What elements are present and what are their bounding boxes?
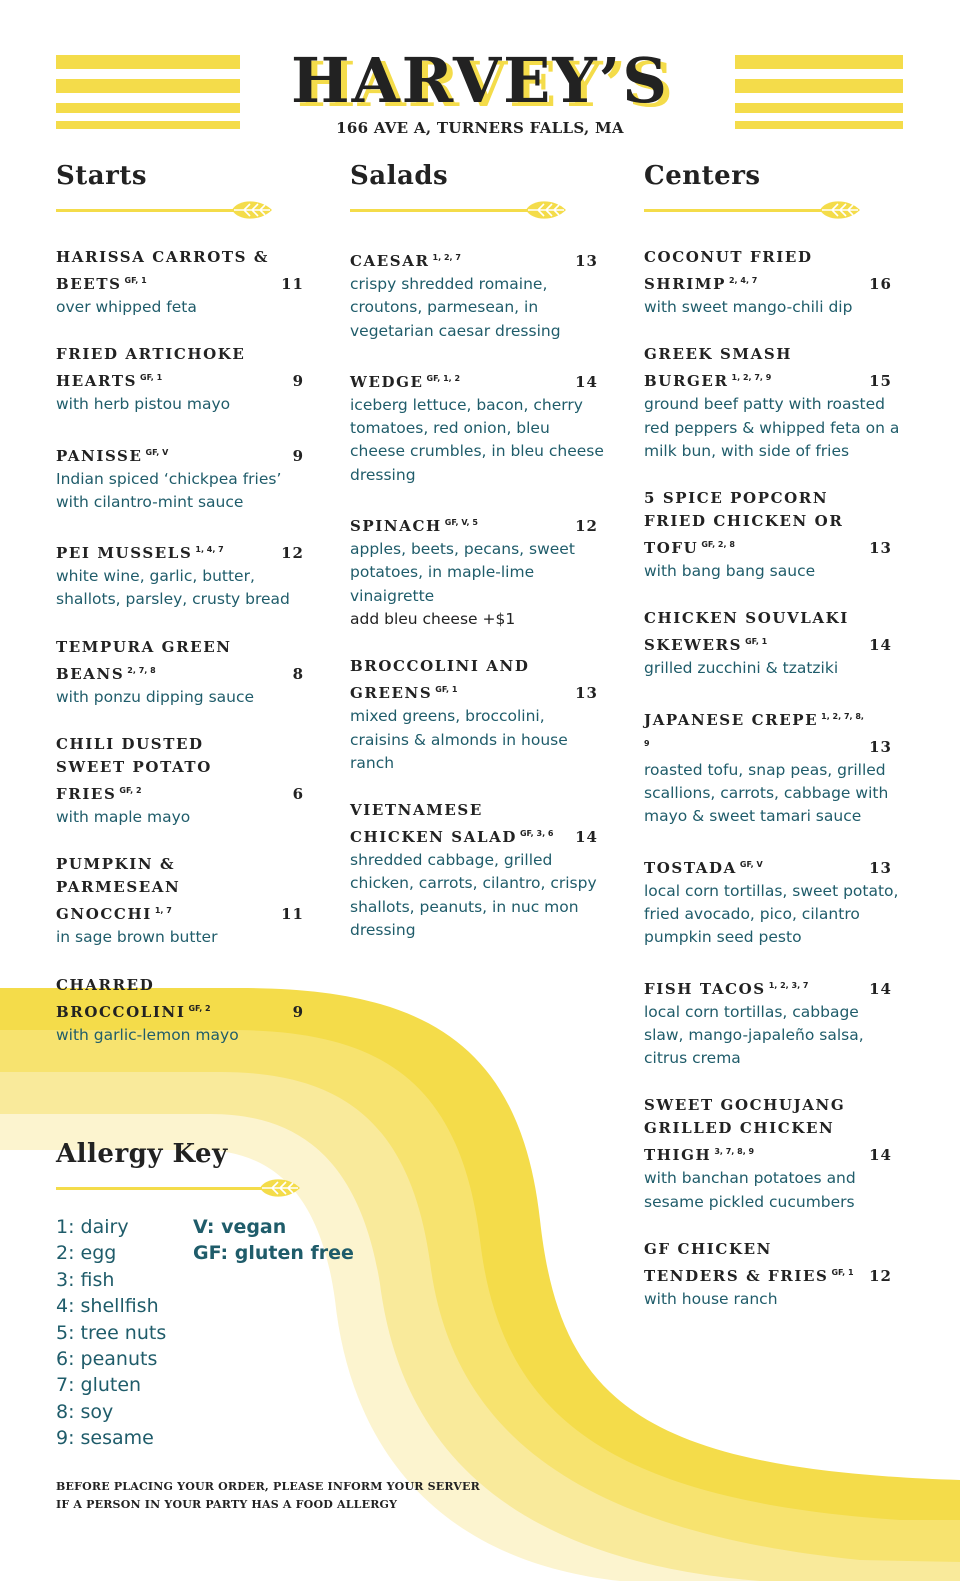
menu-item-name: SWEET GOCHUJANG GRILLED CHICKEN THIGH (644, 1096, 846, 1165)
menu-column-centers (644, 158, 902, 1335)
allergen-codes: 2, 7, 8 (127, 665, 156, 675)
menu-item-price: 8 (292, 664, 304, 683)
menu-item-name: FISH TACOS (644, 979, 766, 998)
menu-item-name: COCONUT FRIED SHRIMP (644, 248, 813, 293)
menu-item-price: 13 (869, 539, 892, 558)
menu-item-price: 14 (575, 372, 598, 391)
menu-item-addon: add bleu cheese +$1 (350, 609, 516, 628)
menu-item-name: CHARRED BROCCOLINI (56, 975, 186, 1021)
allergen-entry: 7: gluten (56, 1374, 142, 1397)
menu-item-name: FRIED ARTICHOKE HEARTS (56, 345, 246, 391)
allergen-codes: GF, 1 (435, 685, 458, 695)
section-title: Centers (644, 161, 761, 191)
menu-item-description: in sage brown butter (56, 928, 218, 947)
menu-column-starts (56, 158, 314, 1071)
menu-item-name: JAPANESE CREPE (644, 710, 819, 729)
menu-item (350, 367, 608, 487)
allergen-codes: GF, 1 (831, 1268, 854, 1278)
leaf-icon (818, 198, 862, 222)
allergy-notice (56, 1478, 536, 1514)
menu-item-name: TOSTADA (644, 858, 737, 877)
allergen-codes: 1, 2, 7, 8, 9 (644, 711, 864, 748)
menu-item (350, 655, 608, 775)
menu-item-name: BROCCOLINI AND GREENS (350, 657, 530, 703)
allergen-codes: 1, 4, 7 (195, 545, 224, 555)
allergen-codes: GF, 2 (119, 786, 142, 796)
section-divider (56, 1176, 300, 1200)
menu-item-description: ground beef patty with roasted red peppers & whipped feta on a milk bun, with side of fries (644, 395, 900, 460)
menu-item-list (350, 246, 608, 942)
menu-item-description: with garlic-lemon mayo (56, 1025, 239, 1044)
menu-item (56, 343, 314, 416)
menu-item-description: with herb pistou mayo (56, 395, 231, 414)
menu-item (644, 974, 902, 1071)
menu-item-description: grilled zucchini & tzatziki (644, 659, 839, 678)
menu-item (350, 511, 608, 631)
menu-item-price: 14 (575, 828, 598, 847)
menu-item-price: 12 (281, 544, 304, 563)
menu-item-price: 14 (869, 1146, 892, 1165)
allergen-codes: 3, 7, 8, 9 (714, 1147, 755, 1157)
menu-item (56, 538, 314, 612)
allergen-codes: GF, 1 (745, 637, 768, 647)
menu-item-name: CHICKEN SOUVLAKI SKEWERS (644, 609, 849, 655)
allergen-entry: 5: tree nuts (56, 1321, 167, 1344)
menu-item-description: with maple mayo (56, 808, 191, 827)
menu-item (56, 974, 314, 1047)
menu-item-price: 13 (869, 858, 892, 877)
menu-item-name: 5 SPICE POPCORN FRIED CHICKEN OR TOFU (644, 489, 844, 558)
menu-item-price: 12 (869, 1267, 892, 1286)
menu-item-description: apples, beets, pecans, sweet potatoes, in maple-lime vinaigrette (350, 540, 575, 605)
menu-item-price: 9 (292, 372, 304, 391)
menu-item-price: 13 (575, 684, 598, 703)
allergy-key (56, 1136, 376, 1454)
menu-item-name: PANISSE (56, 446, 143, 465)
menu-item (644, 487, 902, 583)
menu-item (644, 246, 902, 319)
menu-item-list (56, 246, 314, 1047)
allergen-entry: 2: egg (56, 1242, 117, 1265)
leaf-icon (258, 1176, 302, 1200)
menu-item-description: with banchan potatoes and sesame pickled cucumbers (644, 1169, 856, 1211)
menu-item (644, 853, 902, 950)
menu-item-description: over whipped feta (56, 298, 197, 316)
menu-item (644, 607, 902, 680)
menu-item-description: roasted tofu, snap peas, grilled scallions, carrots, cabbage with mayo & sweet tamari sauce (644, 760, 889, 826)
menu-item-description: local corn tortillas, cabbage slaw, mango-japaleño salsa, citrus crema (644, 1002, 864, 1068)
menu-item-price: 12 (575, 517, 598, 536)
menu-item-price: 11 (281, 275, 304, 293)
allergen-entry: 9: sesame (56, 1427, 154, 1450)
header-stripes-left (56, 55, 240, 129)
allergy-notice-line-2: IF A PERSON IN YOUR PARTY HAS A FOOD ALLERGY (56, 1498, 398, 1511)
menu-item-description: local corn tortillas, sweet potato, fried avocado, pico, cilantro pumpkin seed pesto (644, 881, 899, 947)
allergen-codes: 1, 2, 3, 7 (768, 980, 809, 990)
menu-item-name: PUMPKIN & PARMESEAN GNOCCHI (56, 855, 181, 924)
allergen-entry: 6: peanuts (56, 1348, 158, 1371)
leaf-icon (230, 198, 274, 222)
menu-item (350, 799, 608, 942)
allergen-codes: GF, V (739, 859, 763, 869)
allergen-codes: GF, 1, 2 (426, 373, 461, 383)
section-divider (350, 198, 564, 222)
menu-item-description: Indian spiced ‘chickpea fries’ with cilantro-mint sauce (56, 469, 282, 511)
allergen-codes: GF, 1 (140, 373, 163, 383)
menu-item-price: 9 (292, 446, 304, 465)
dietary-entry: V: vegan (193, 1216, 287, 1238)
menu-item-name: GREEK SMASH BURGER (644, 345, 793, 391)
menu-item-description: shredded cabbage, grilled chicken, carrots, cilantro, crispy shallots, peanuts, in nuc mon dressing (350, 851, 597, 940)
dietary-entry: GF: gluten free (193, 1242, 354, 1265)
menu-column-salads (350, 158, 608, 966)
menu-item (644, 1094, 902, 1214)
allergen-entry: 3: fish (56, 1268, 115, 1291)
menu-item-price: 15 (869, 372, 892, 391)
menu-item-description: iceberg lettuce, bacon, cherry tomatoes, red onion, bleu cheese crumbles, in bleu cheese dressing (350, 395, 604, 484)
section-divider (644, 198, 858, 222)
menu-item (56, 636, 314, 709)
allergen-codes: GF, V, 5 (444, 518, 478, 528)
section-title: Salads (350, 161, 449, 191)
allergen-codes: GF, 1 (124, 276, 147, 285)
menu-item-name: VIETNAMESE CHICKEN SALAD (350, 801, 517, 847)
menu-item (56, 853, 314, 949)
menu-item-name: TEMPURA GREEN BEANS (56, 637, 232, 683)
menu-item-description: white wine, garlic, butter, shallots, parsley, crusty bread (56, 567, 290, 609)
allergy-key-title: Allergy Key (56, 1139, 228, 1169)
header-stripes-right (735, 55, 903, 129)
menu-item-description: crispy shredded romaine, croutons, parmesean, in vegetarian caesar dressing (350, 275, 561, 340)
menu-item-name: HARISSA CARROTS & BEETS (56, 248, 270, 293)
menu-item-description: with bang bang sauce (644, 562, 816, 581)
menu-item-name: CAESAR (350, 252, 430, 270)
menu-item-description: mixed greens, broccolini, craisins & almonds in house ranch (350, 707, 568, 772)
menu-item-description: with ponzu dipping sauce (56, 687, 255, 706)
section-divider (56, 198, 270, 222)
allergen-codes: GF, 3, 6 (519, 829, 554, 839)
allergen-entry: 4: shellfish (56, 1295, 159, 1318)
menu-item-price: 13 (869, 737, 892, 756)
menu-item-name: SPINACH (350, 517, 442, 536)
menu-item-name: PEI MUSSELS (56, 544, 193, 563)
menu-item-price: 9 (292, 1002, 304, 1021)
dietary-code-list (193, 1214, 354, 1267)
allergen-codes: 2, 4, 7 (728, 276, 758, 285)
leaf-icon (524, 198, 568, 222)
section-title: Starts (56, 161, 147, 191)
allergen-codes: 1, 7 (154, 906, 172, 916)
menu-item-description: with sweet mango-chili dip (644, 298, 853, 316)
allergen-codes: GF, 2 (188, 1003, 211, 1013)
menu-item (56, 733, 314, 829)
menu-item (644, 705, 902, 829)
menu-item (644, 1238, 902, 1311)
menu-item-name: WEDGE (350, 372, 424, 391)
menu-item-price: 11 (281, 905, 304, 924)
allergen-codes: 1, 2, 7 (432, 253, 461, 262)
menu-item (56, 441, 314, 515)
menu-item-price: 16 (869, 275, 892, 293)
menu-item-name: GF CHICKEN TENDERS & FRIES (644, 1240, 829, 1286)
menu-item-price: 13 (575, 252, 598, 270)
menu-item-list (644, 246, 902, 1311)
allergen-entry: 8: soy (56, 1400, 114, 1423)
menu-item (56, 246, 314, 319)
allergen-entry: 1: dairy (56, 1216, 129, 1238)
restaurant-logo: HARVEY’S (291, 44, 669, 117)
menu-item-description: with house ranch (644, 1290, 778, 1309)
allergen-number-list (56, 1214, 166, 1452)
menu-item (350, 246, 608, 343)
allergy-notice-line-1: BEFORE PLACING YOUR ORDER, PLEASE INFORM YOUR SERVER (56, 1480, 480, 1493)
menu-item-price: 14 (869, 636, 892, 655)
menu-item-price: 14 (869, 979, 892, 998)
menu-item-name: CHILI DUSTED SWEET POTATO FRIES (56, 735, 212, 804)
restaurant-address: 166 AVE A, TURNERS FALLS, MA (246, 118, 714, 138)
allergen-codes: 1, 2, 7, 9 (731, 373, 772, 383)
allergen-codes: GF, V (145, 447, 169, 457)
allergen-codes: GF, 2, 8 (701, 540, 735, 550)
menu-item-price: 6 (292, 785, 304, 804)
menu-item (644, 343, 902, 463)
